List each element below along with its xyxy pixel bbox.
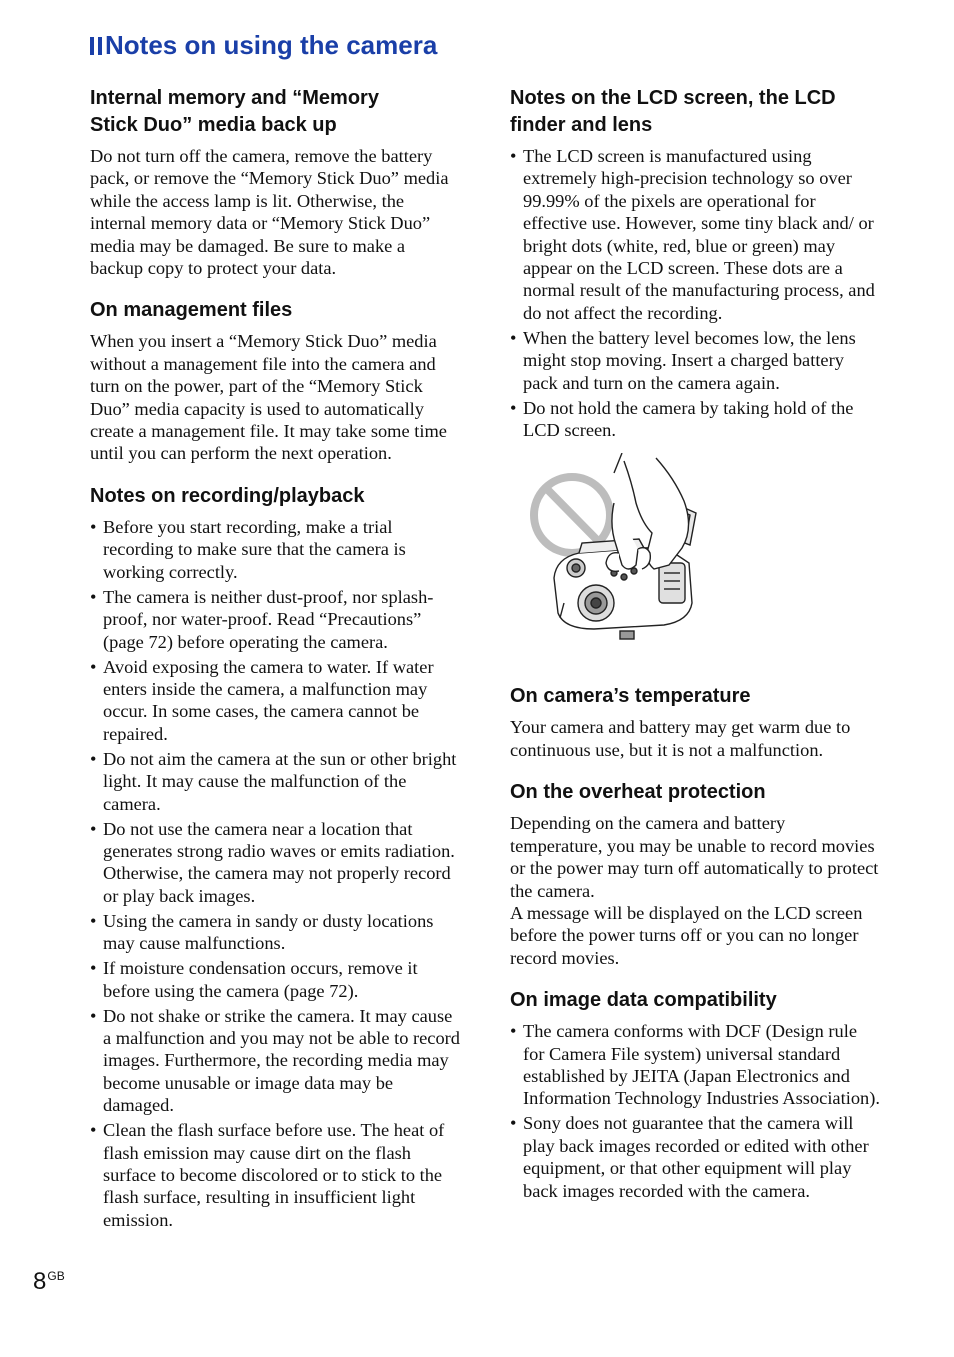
section-heading: Notes on the LCD screen, the LCD finder and lens bbox=[510, 87, 836, 136]
list-item: • Do not hold the camera by taking hold of the LCD screen. bbox=[510, 397, 882, 442]
list-item: • Do not use the camera near a location that generates strong radio waves or emits radiation. Otherwise, the camera may not properly record or play back images. bbox=[90, 818, 462, 908]
section-management-files bbox=[90, 297, 462, 464]
section-heading: On management files bbox=[90, 299, 293, 322]
section-memory-backup bbox=[90, 85, 462, 279]
section-heading: On camera’s temperature bbox=[510, 685, 751, 708]
section-heading: Notes on recording/playback bbox=[90, 484, 365, 507]
bullet-list bbox=[90, 516, 462, 1231]
list-item: • Do not shake or strike the camera. It may cause a malfunction and you may not be able to record images. Furthermore, the recording media may become unusable or image data may be damaged. bbox=[90, 1005, 462, 1117]
page-title bbox=[90, 30, 437, 61]
section-paragraph: Do not turn off the camera, remove the battery pack, or remove the “Memory Stick Duo” media while the access lamp is lit. Otherwise, the internal memory data or “Memory Stick Duo” media may be damaged. Be sure to make a backup copy to protect your data. bbox=[90, 146, 449, 279]
section-paragraph: Your camera and battery may get warm due to continuous use, but it is not a malfunction. bbox=[510, 717, 851, 760]
section-heading: On the overheat protection bbox=[510, 781, 766, 804]
section-heading: Internal memory and “Memory Stick Duo” media back up bbox=[90, 87, 379, 136]
section-paragraph: Depending on the camera and battery temperature, you may be unable to record movies or the power may turn off automatically to protect the camera. bbox=[510, 813, 879, 901]
section-heading: On image data compatibility bbox=[510, 989, 777, 1012]
bullet-list bbox=[510, 1020, 882, 1202]
list-item: • If moisture condensation occurs, remove it before using the camera (page 72). bbox=[90, 957, 462, 1002]
list-item: • Do not aim the camera at the sun or other bright light. It may cause the malfunction of the camera. bbox=[90, 748, 462, 815]
camera-illustration bbox=[524, 453, 724, 663]
section-paragraph: A message will be displayed on the LCD screen before the power turns off or you can no longer record movies. bbox=[510, 902, 863, 968]
section-image-compatibility bbox=[510, 987, 882, 1202]
hand-icon bbox=[606, 453, 689, 571]
section-overheat-protection bbox=[510, 779, 882, 969]
list-item: • Avoid exposing the camera to water. If water enters inside the camera, a malfunction may occur. In some cases, the camera cannot be repaired. bbox=[90, 656, 462, 746]
page-number: $8^{GB}$ bbox=[33, 1268, 65, 1295]
list-item: • Clean the flash surface before use. The heat of flash emission may cause dirt on the flash surface to become discolored or to stick to the flash surface, resulting in insufficient light emission. bbox=[90, 1119, 462, 1231]
page-title-text: Notes on using the camera bbox=[105, 30, 438, 60]
list-item: • When the battery level becomes low, the lens might stop moving. Insert a charged battery pack and turn on the camera again. bbox=[510, 327, 882, 394]
list-item: • Using the camera in sandy or dusty locations may cause malfunctions. bbox=[90, 910, 462, 955]
section-paragraph: When you insert a “Memory Stick Duo” media without a management file into the camera and turn on the power, part of the “Memory Stick Duo” media capacity is used to automatically create a management file. It may take some time until you can perform the next operation. bbox=[90, 331, 447, 464]
right-column bbox=[510, 85, 882, 1220]
list-item: • Sony does not guarantee that the camera will play back images recorded or edited with other equipment, or that other equipment will play back images recorded with the camera. bbox=[510, 1112, 882, 1202]
bullet-list bbox=[510, 145, 882, 441]
list-item: • Before you start recording, make a trial recording to make sure that the camera is working correctly. bbox=[90, 516, 462, 583]
page-number-suffix: GB bbox=[47, 1269, 65, 1283]
section-recording-playback bbox=[90, 483, 462, 1231]
section-camera-temperature bbox=[510, 683, 882, 761]
list-item: • The LCD screen is manufactured using extremely high-precision technology so over 99.99% of the pixels are operational for effective use. However, some tiny black and/ or bright dots (white, red, blue or green) may appear on the LCD screen. These dots are a normal result of the manufacturing process, and do not affect the recording. bbox=[510, 145, 882, 324]
list-item: • The camera is neither dust-proof, nor splash-proof, nor water-proof. Read “Precautions” (page 72) before operating the camera. bbox=[90, 586, 462, 653]
section-lcd-notes bbox=[510, 85, 882, 441]
left-column bbox=[90, 85, 462, 1249]
list-item: • The camera conforms with DCF (Design rule for Camera File system) universal standard established by JEITA (Japan Electronics and Information Technology Industries Association). bbox=[510, 1020, 882, 1110]
section-marker-icon bbox=[90, 37, 102, 55]
